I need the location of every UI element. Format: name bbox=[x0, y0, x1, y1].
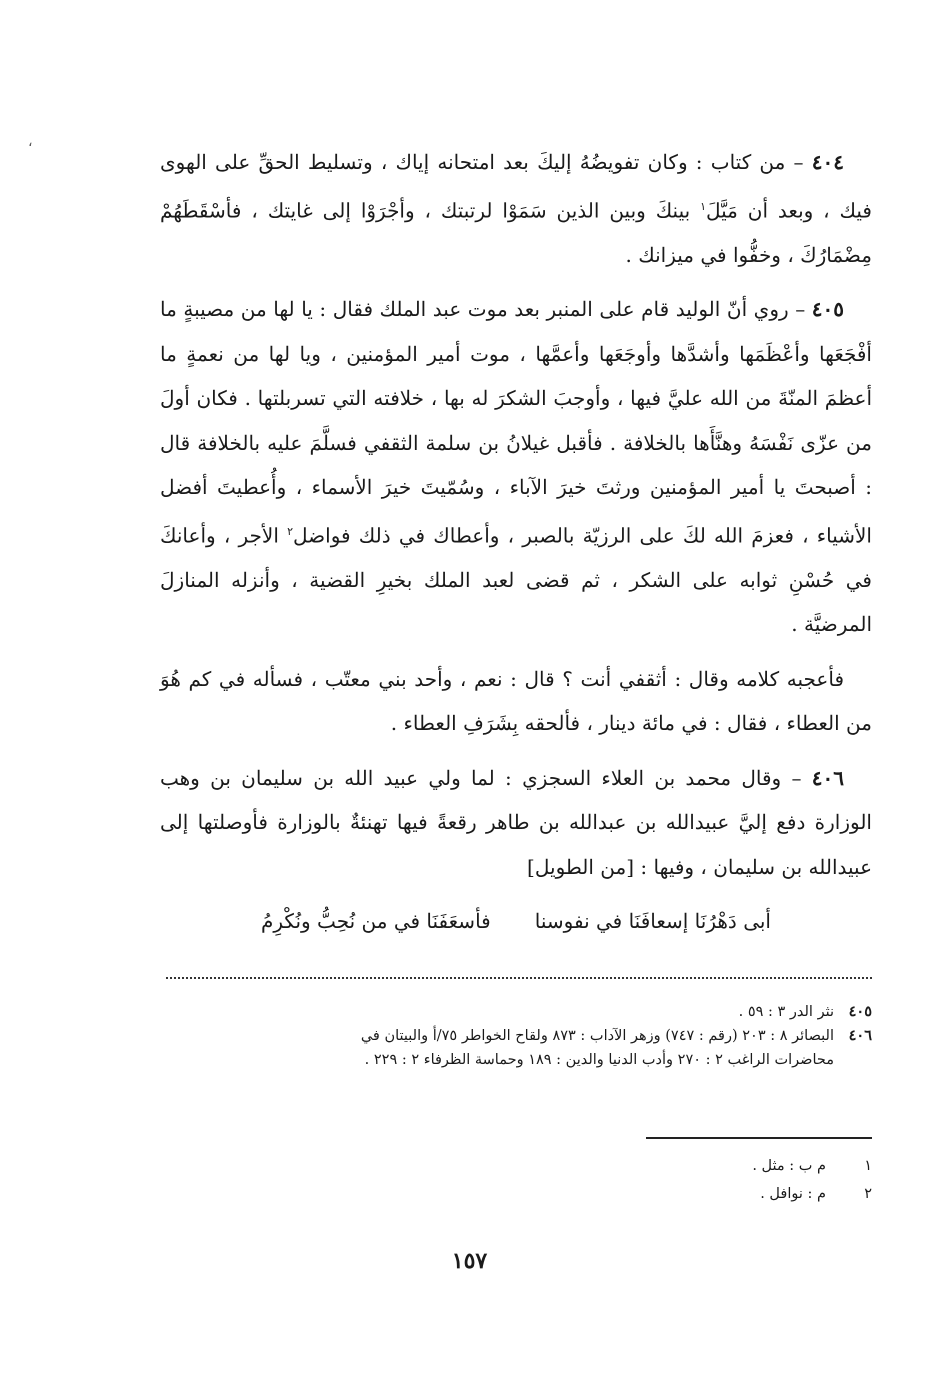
footnote-text: م ب : مثل . bbox=[752, 1158, 826, 1174]
footnote-item bbox=[560, 1152, 872, 1180]
dotted-divider bbox=[166, 977, 872, 979]
footnote-item bbox=[560, 1180, 872, 1208]
paragraph-text: فأعجبه كلامه وقال : أثقفي أنت ؟ قال : نعم ، وأحد بني معتّب ، فسأله في كم هُوَ من العطاء ، فقال : في مائة دينار ، فألحقه بِشَرَفِ العطاء . bbox=[160, 666, 872, 736]
entry-number: ٤٠٥ bbox=[811, 297, 844, 322]
paragraph-406 bbox=[160, 756, 872, 890]
paragraph-404 bbox=[160, 140, 872, 277]
verse-second-hemistich: فأسعَفَنَا في من نُحِبُّ ونُكْرِمُ bbox=[261, 909, 491, 934]
paragraph-text: – وقال محمد بن العلاء السجزي : لما ولي عبيد الله بن سليمان بن وهب الوزارة دفع إليَّ عبيدالله بن عبدالله بن طاهر رقعةً فيها تهنئةٌ بالوزارة فأوصلتها إلى عبيدالله بن سليمان ، وفيها : [من الطويل] bbox=[160, 765, 872, 879]
page-number: ١٥٧ bbox=[451, 1248, 488, 1274]
footnote-marker: ١ bbox=[700, 199, 706, 213]
paragraph-text: – من كتاب : وكان تفويضُهُ إليكَ بعد امتحانه إياك ، وتسليط الحقِّ على الهوى فيك ، وبعد أن مَيَّلَ bbox=[160, 150, 872, 223]
source-continuation: محاضرات الراغب ٢ : ٢٧٠ وأدب الدنيا والدين : ١٨٩ وحماسة الظرفاء ٢ : ٢٢٩ . bbox=[364, 1052, 834, 1068]
footnotes bbox=[560, 1152, 872, 1208]
footnote-text: م : نوافل . bbox=[760, 1186, 826, 1202]
paragraph-405 bbox=[160, 287, 872, 647]
main-text bbox=[160, 140, 872, 943]
source-entry bbox=[166, 1000, 872, 1024]
source-number: ٤٠٦ bbox=[848, 1027, 872, 1044]
footnote-number: ٢ bbox=[864, 1186, 872, 1202]
footnote-divider bbox=[646, 1137, 872, 1139]
entry-number: ٤٠٦ bbox=[811, 765, 845, 790]
source-number: ٤٠٥ bbox=[848, 1003, 872, 1020]
footnote-marker: ٢ bbox=[287, 524, 294, 538]
paragraph-text-continued: بينكَ وبين الذين سَمَوْا لرتبتك ، وأجْرَوْا إلى غايتك ، فأسْقَطَهُمْ مِضْمَارُكَ ، وخفُّوا في ميزانك . bbox=[160, 198, 872, 267]
footnote-number: ١ bbox=[864, 1158, 872, 1174]
entry-number: ٤٠٤ bbox=[811, 150, 844, 174]
poem-verse bbox=[160, 899, 872, 943]
paragraph-text-continued: الأجر ، وأعانكَ في حُسْنِ ثوابه على الشكر ، ثم قضى لعبد الملك بخيرِ القضية ، وأنزله المنازلَ المرضيَّة . bbox=[160, 523, 872, 637]
paragraph-text: – روي أنّ الوليد قام على المنبر بعد موت عبد الملك فقال : يا لها من مصيبةٍ ما أفْجَعَها وأعْظَمَها وأشدَّها وأوجَعَها وأعمَّها ، موت أمير المؤمنين ، ويا لها من نعمةٍ ما أعظمَ المنّةَ من الله عليَّ فيها ، وأوجبَ الشكرَ له بها ، خلافته التي تسربلتها . فكان أولَ من عزّى نَفْسَهُ وهنَّأَها بالخلافة . فأقبل غيلانُ بن سلمة الثقفي فسلَّمَ عليه بالخلافة قال : أصبحتَ يا أمير المؤمنين ورثتَ خيرَ الآباء ، وسُمّيتَ خيرَ الأسماء ، وأُعطيتَ أفضل الأشياء ، فعزمَ الله لكَ على الرزيّة بالصبر ، وأعطاك في ذلك فواضل bbox=[160, 297, 872, 548]
source-text: نثر الدر ٣ : ٥٩ . bbox=[738, 1004, 834, 1020]
source-entry bbox=[166, 1024, 872, 1048]
corner-mark: ، bbox=[28, 134, 33, 150]
paragraph-405-continued bbox=[160, 657, 872, 746]
source-text: البصائر ٨ : ٢٠٣ (رقم : ٧٤٧) وزهر الآداب : ٨٧٣ ولقاح الخواطر ٧٥/أ والبيتان في bbox=[360, 1028, 834, 1044]
verse-first-hemistich: أبى دَهْرُنَا إسعافَنَا في نفوسنا bbox=[534, 909, 771, 934]
sources-section bbox=[166, 1000, 872, 1072]
